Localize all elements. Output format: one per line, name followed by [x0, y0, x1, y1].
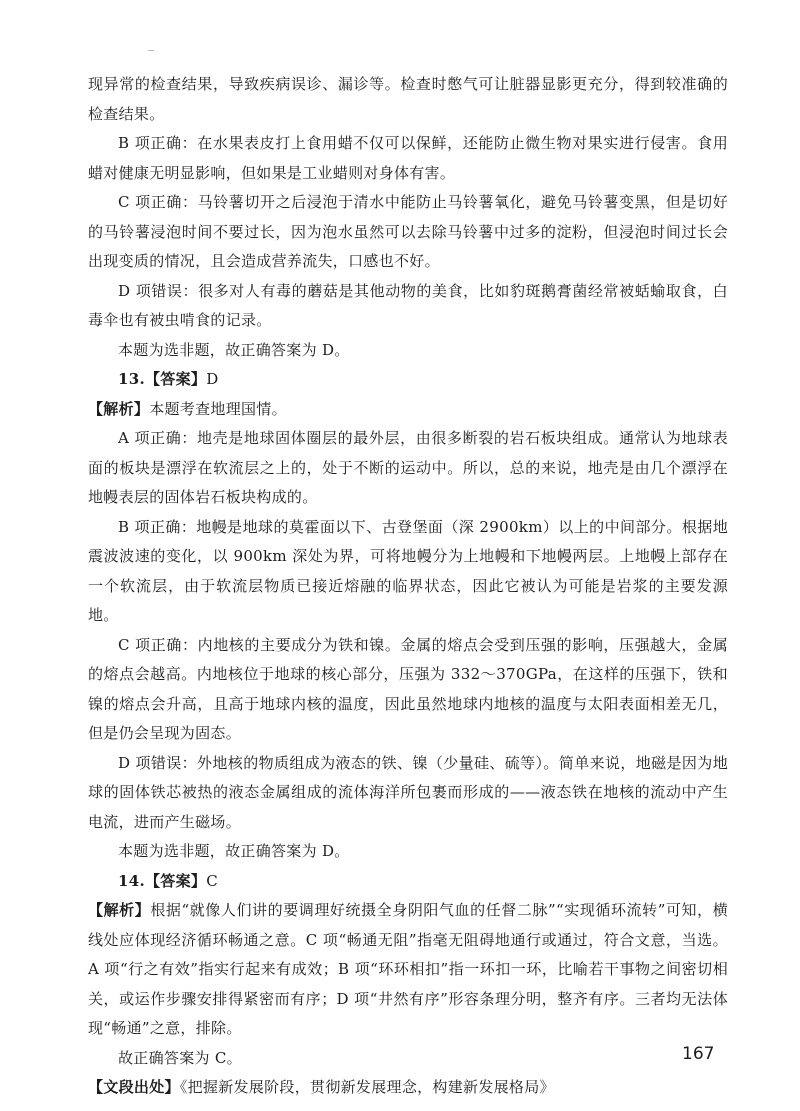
- paragraph: [88, 513, 728, 631]
- paragraph-text: A 项正确：地壳是地球固体圈层的最外层，由很多断裂的岩石板块组成。通常认为地球表面的板块是漂浮在软流层之上的，处于不断的运动中。所以，总的来说，地壳是由几个漂浮在地幔表层的固体岩石板块构成的。: [88, 429, 728, 506]
- paragraph-text: C 项正确：马铃薯切开之后浸泡于清水中能防止马铃薯氧化，避免马铃薯变黑，但是切好的马铃薯浸泡时间不要过长，因为泡水虽然可以去除马铃薯中过多的淀粉，但浸泡时间过长会出现变质的情况，且会造成营养流失，口感也不好。: [88, 193, 728, 270]
- paragraph: [88, 395, 728, 425]
- paragraph-label: 13.【答案】: [118, 370, 207, 388]
- paragraph: [88, 631, 728, 749]
- paragraph-label: 【文段出处】: [88, 1078, 180, 1096]
- paragraph: [88, 896, 728, 1044]
- paragraph: [88, 129, 728, 188]
- paragraph-text: C 项正确：内地核的主要成分为铁和镍。金属的熔点会受到压强的影响，压强越大，金属的熔点会越高。内地核位于地球的核心部分，压强为 332～370GPa，在这样的压强下，铁和镍的熔点会升高，且高于地球内核的温度，因此虽然地球内地核的温度与太阳表面相差无几，但是仍会呈现为固态。: [88, 635, 728, 742]
- paragraph: [88, 365, 728, 395]
- paragraph-text: 根据“就像人们讲的要调理好统摄全身阴阳气血的任督二脉”“实现循环流转”可知，横线处应体现经济循环畅通之意。C 项“畅通无阻”指毫无阻碍地通行或通过，符合文意，当选。A 项“行之有效”指实行起来有成效；B 项“环环相扣”指一环扣一环，比喻若干事物之间密切相关，或运作步骤安排得紧密而有序；D 项“井然有序”形容条理分明，整齐有序。三者均无法体现“畅通”之意，排除。: [88, 901, 728, 1037]
- paragraph: [88, 277, 728, 336]
- paragraph-text: D 项错误：外地核的物质组成为液态的铁、镍（少量硅、硫等）。简单来说，地磁是因为地球的固体铁芯被热的液态金属组成的流体海洋所包裹而形成的——液态铁在地核的流动中产生电流，进而产生磁场。: [88, 753, 728, 831]
- paragraph-text: B 项正确：在水果表皮打上食用蜡不仅可以保鲜，还能防止微生物对果实进行侵害。食用蜡对健康无明显影响，但如果是工业蜡则对身体有害。: [88, 134, 728, 182]
- paragraph: [88, 867, 728, 897]
- paragraph: [88, 336, 728, 366]
- paragraph-text: C: [206, 871, 218, 890]
- paragraph-text: 本题为选非题，故正确答案为 D。: [118, 842, 350, 860]
- paragraph-label: 【解析】: [88, 399, 150, 418]
- paragraph-text: D 项错误：很多对人有毒的蘑菇是其他动物的美食，比如豹斑鹅膏菌经常被蛞蝓取食，白毒伞也有被虫啃食的记录。: [88, 281, 728, 329]
- page-number: 167: [682, 1044, 715, 1064]
- paragraph: [88, 837, 728, 867]
- paragraph-text: 本题考查地理国情。: [149, 399, 287, 418]
- paragraph-text: 《把握新发展阶段，贯彻新发展理念，构建新发展格局》: [179, 1078, 555, 1096]
- paragraph-text: 故正确答案为 C。: [118, 1048, 242, 1067]
- paragraph-label: 14.【答案】: [118, 871, 207, 890]
- paragraph: [88, 70, 728, 129]
- paragraph-text: 现异常的检查结果，导致疾病误诊、漏诊等。检查时憋气可让脏器显影更充分，得到较准确的检查结果。: [88, 75, 728, 123]
- paragraph: [88, 188, 728, 277]
- paragraph-text: B 项正确：地幔是地球的莫霍面以下、古登堡面（深 2900km）以上的中间部分。根据地震波波速的变化，以 900km 深处为界，可将地幔分为上地幔和下地幔两层。上地幔上部存在一个软流层，由于软流层物质已接近熔融的临界状态，因此它被认为可能是岩浆的主要发源地。: [88, 517, 728, 624]
- paragraph: [88, 424, 728, 513]
- paragraph: [88, 1073, 728, 1103]
- scan-mark: [148, 50, 154, 51]
- paragraph-text: 本题为选非题，故正确答案为 D。: [118, 340, 350, 359]
- paragraph-text: D: [206, 370, 219, 388]
- paragraph: [88, 1044, 728, 1074]
- paragraph: [88, 749, 728, 838]
- answer-explanation-text: [88, 70, 728, 1103]
- paragraph-label: 【解析】: [88, 901, 151, 919]
